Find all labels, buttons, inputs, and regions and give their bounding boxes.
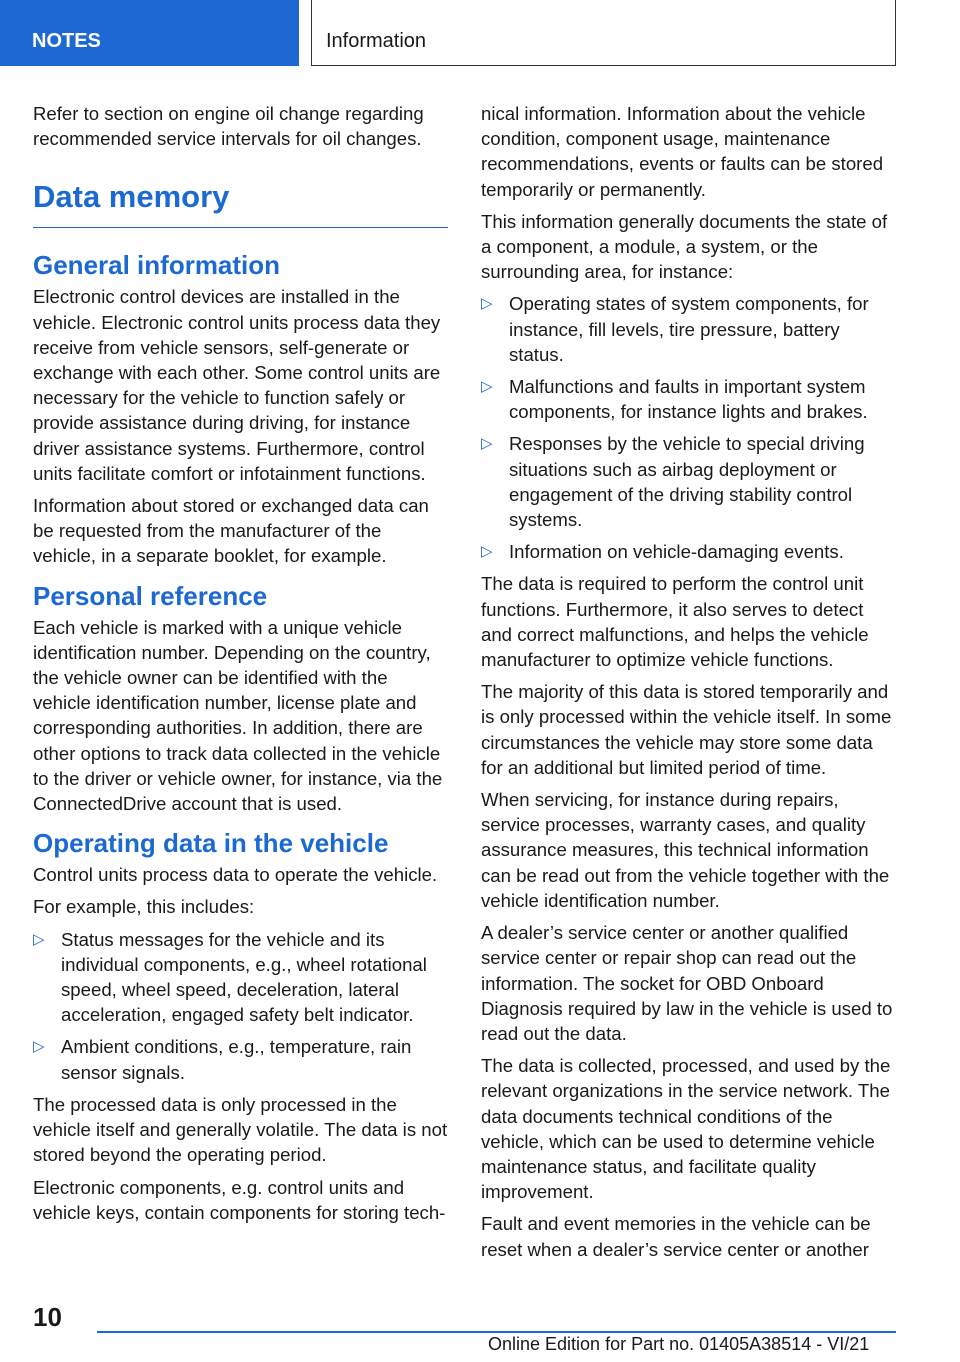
paragraph: Each vehicle is marked with a unique vehicle identification number. Depending on the country, the vehicle owner can be identified with the vehicle identification number, license plate and corresponding authorities. In addition, there are other options to track data collected in the vehicle to the driver or vehicle owner, for instance, via the ConnectedDrive account that is used. bbox=[33, 616, 443, 815]
list-item bbox=[481, 291, 895, 367]
list-item-text: Responses by the vehicle to special driving situations such as airbag deployment or engagement of the driving stability control systems. bbox=[509, 433, 865, 531]
operating-data-heading: Operating data in the vehicle bbox=[33, 828, 389, 859]
page-number: 10 bbox=[33, 1302, 62, 1332]
header-section-title: Information bbox=[311, 0, 896, 66]
list-item-text: Ambient conditions, e.g., temperature, rain sensor signals. bbox=[61, 1036, 412, 1083]
list-item bbox=[33, 1034, 448, 1084]
triangle-bullet-icon: ▷ bbox=[481, 378, 493, 396]
list-item bbox=[33, 927, 448, 1028]
triangle-bullet-icon: ▷ bbox=[33, 1038, 45, 1056]
list-item-text: Information on vehicle-damaging events. bbox=[509, 541, 844, 563]
paragraph: Electronic control devices are installed in the vehicle. Electronic control units process data they receive from vehicle sensors, self-generate or exchange with each other. Some control units are necessary for the vehicle to function safely or provide assistance during driving, for instance driver assistance systems. Furthermore, control units facilitate comfort or infotainment functions. bbox=[33, 286, 441, 484]
right-column bbox=[481, 101, 895, 1269]
list-item bbox=[481, 374, 895, 424]
paragraph: Information about stored or exchanged data can be requested from the manufacturer of the vehicle, in a separate booklet, for example. bbox=[33, 495, 429, 567]
left-column bbox=[33, 101, 448, 1232]
personal-reference-heading: Personal reference bbox=[33, 580, 268, 611]
paragraph: The data is required to perform the control unit functions. Furthermore, it also serves to detect and correct malfunctions, and helps the vehicle manufacturer to optimize vehicle functions. bbox=[481, 573, 869, 671]
header-tab-notes: NOTES bbox=[0, 0, 299, 66]
triangle-bullet-icon: ▷ bbox=[481, 295, 493, 313]
section-title: Data memory bbox=[33, 177, 448, 228]
footer-divider bbox=[97, 1331, 896, 1333]
paragraph: The data is collected, processed, and used by the relevant organizations in the service network. The data documents technical conditions of the vehicle, which can be used to determine vehicle maintenance status, and facilitate quality improvement. bbox=[481, 1055, 891, 1203]
general-information-heading: General information bbox=[33, 250, 281, 281]
paragraph: Fault and event memories in the vehicle can be reset when a dealer’s service center or another bbox=[481, 1213, 871, 1260]
list-item-text: Status messages for the vehicle and its individual components, e.g., wheel rotational speed, wheel speed, deceleration, lateral acceleration, engaged safety belt indicator. bbox=[61, 928, 427, 1026]
paragraph: Electronic components, e.g. control units and vehicle keys, contain components for storing tech- bbox=[33, 1176, 446, 1223]
paragraph: This information generally documents the state of a component, a module, a system, or the surrounding area, for instance: bbox=[481, 210, 888, 283]
triangle-bullet-icon: ▷ bbox=[481, 543, 493, 561]
triangle-bullet-icon: ▷ bbox=[33, 930, 45, 948]
bullet-list bbox=[33, 927, 448, 1085]
paragraph: The processed data is only processed in the vehicle itself and generally volatile. The data is not stored beyond the operating period. bbox=[33, 1093, 448, 1166]
paragraph: When servicing, for instance during repairs, service processes, warranty cases, and quality assurance measures, this technical information can be read out from the vehicle together with the vehicle identification number. bbox=[481, 789, 890, 911]
list-item bbox=[481, 539, 895, 564]
footer-edition-text: Online Edition for Part no. 01405A38514 - VI/21 bbox=[488, 1334, 870, 1354]
paragraph: For example, this includes: bbox=[33, 896, 255, 918]
paragraph: nical information. Information about the vehicle condition, component usage, maintenance recommendations, events or faults can be stored temporarily or permanently. bbox=[481, 103, 884, 200]
triangle-bullet-icon: ▷ bbox=[481, 435, 493, 453]
paragraph: A dealer’s service center or another qualified service center or repair shop can read out the information. The socket for OBD Onboard Diagnosis required by law in the vehicle is used to read out the data. bbox=[481, 922, 893, 1044]
paragraph: Control units process data to operate the vehicle. bbox=[33, 864, 438, 886]
list-item-text: Operating states of system components, for instance, fill levels, tire pressure, battery status. bbox=[509, 293, 869, 365]
intro-paragraph: Refer to section on engine oil change regarding recommended service intervals for oil changes. bbox=[33, 103, 424, 150]
list-item bbox=[481, 431, 895, 532]
bullet-list bbox=[481, 291, 895, 564]
list-item-text: Malfunctions and faults in important system components, for instance lights and brakes. bbox=[509, 376, 868, 423]
paragraph: The majority of this data is stored temporarily and is only processed within the vehicle itself. In some circumstances the vehicle may store some data for an additional but limited period of time. bbox=[481, 681, 892, 778]
